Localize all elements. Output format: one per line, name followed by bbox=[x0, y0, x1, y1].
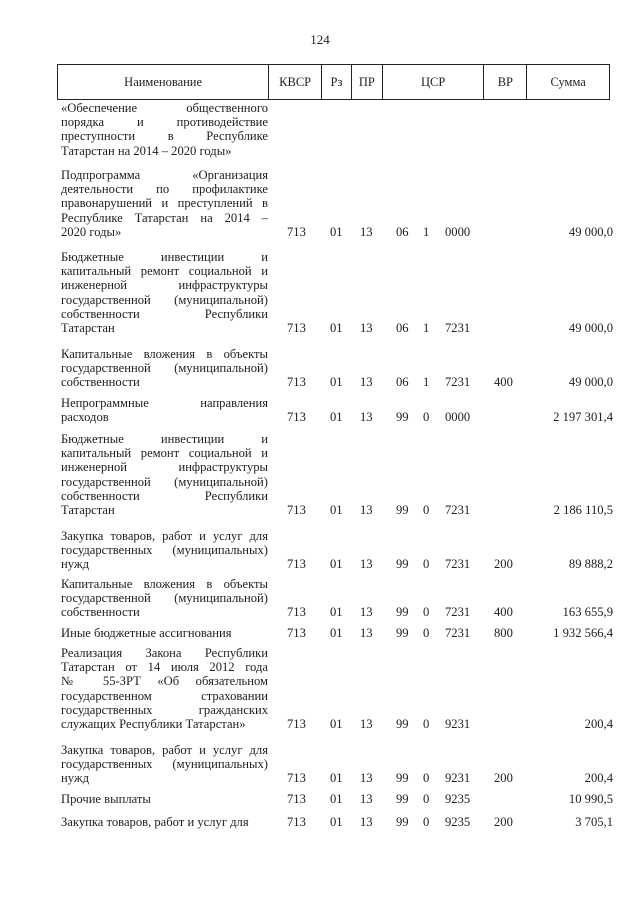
cell-sum: 49 000,0 bbox=[568, 224, 613, 239]
cell-rz: 01 bbox=[330, 791, 343, 806]
row-name-line: государственной (муниципальной) bbox=[61, 292, 268, 307]
cell-csr1: 99 bbox=[396, 771, 409, 786]
row-name-line: Непрограммные направления bbox=[61, 396, 268, 410]
row-name-line: расходов bbox=[61, 410, 109, 425]
cell-csr3: 9235 bbox=[445, 791, 471, 806]
cell-csr1: 99 bbox=[396, 410, 409, 425]
cell-rz: 01 bbox=[330, 771, 343, 786]
cell-csr1: 06 bbox=[396, 375, 409, 390]
cell-kvsr: 713 bbox=[287, 557, 306, 572]
header-vr: ВР bbox=[484, 65, 527, 99]
cell-csr1: 99 bbox=[396, 791, 409, 806]
cell-rz: 01 bbox=[330, 224, 343, 239]
row-name-line: государственном страховании bbox=[61, 688, 268, 703]
cell-csr1: 06 bbox=[396, 224, 409, 239]
cell-sum: 49 000,0 bbox=[568, 375, 613, 390]
cell-sum: 200,4 bbox=[584, 771, 613, 786]
row-name bbox=[61, 432, 268, 517]
row-name bbox=[61, 626, 268, 640]
header-pr: ПР bbox=[352, 65, 383, 99]
cell-csr3: 7231 bbox=[445, 375, 471, 390]
row-name bbox=[61, 577, 268, 620]
cell-csr1: 99 bbox=[396, 557, 409, 572]
table-row bbox=[57, 792, 617, 806]
cell-csr3: 0000 bbox=[445, 410, 471, 425]
row-name-line: деятельности по профилактике bbox=[61, 182, 268, 197]
row-name-line: № 55-ЗРТ «Об обязательном bbox=[61, 674, 268, 689]
cell-csr2: 0 bbox=[423, 625, 430, 640]
cell-csr2: 1 bbox=[423, 375, 430, 390]
table-row bbox=[57, 347, 617, 390]
table-row bbox=[57, 815, 617, 829]
cell-vr: 200 bbox=[494, 814, 513, 829]
cell-vr: 800 bbox=[494, 625, 513, 640]
cell-csr2: 0 bbox=[423, 814, 430, 829]
cell-csr3: 9231 bbox=[445, 771, 471, 786]
row-name-line: Прочие выплаты bbox=[61, 792, 151, 806]
row-name-line: Капитальные вложения в объекты bbox=[61, 347, 268, 361]
cell-kvsr: 713 bbox=[287, 320, 306, 335]
cell-sum: 3 705,1 bbox=[575, 814, 613, 829]
row-name-line: «Обеспечение общественного bbox=[61, 101, 268, 115]
cell-pr: 13 bbox=[360, 625, 373, 640]
cell-pr: 13 bbox=[360, 557, 373, 572]
row-name-line: преступности в Республике bbox=[61, 129, 268, 144]
row-name bbox=[61, 529, 268, 572]
cell-csr1: 99 bbox=[396, 502, 409, 517]
cell-rz: 01 bbox=[330, 502, 343, 517]
cell-kvsr: 713 bbox=[287, 375, 306, 390]
row-name-line: капитальный ремонт социальной и bbox=[61, 264, 268, 279]
cell-kvsr: 713 bbox=[287, 814, 306, 829]
cell-pr: 13 bbox=[360, 771, 373, 786]
row-name-line: собственности bbox=[61, 605, 140, 620]
row-name-line: капитальный ремонт социальной и bbox=[61, 446, 268, 461]
row-name-line: государственной (муниципальной) bbox=[61, 361, 268, 376]
row-name bbox=[61, 250, 268, 335]
table-row bbox=[57, 432, 617, 517]
cell-kvsr: 713 bbox=[287, 625, 306, 640]
cell-sum: 49 000,0 bbox=[568, 320, 613, 335]
table-row bbox=[57, 250, 617, 335]
row-name-line: государственных (муниципальных) bbox=[61, 543, 268, 558]
row-name-line: правонарушений и преступлений в bbox=[61, 196, 268, 211]
row-name bbox=[61, 101, 268, 158]
cell-csr1: 99 bbox=[396, 605, 409, 620]
cell-csr1: 99 bbox=[396, 814, 409, 829]
row-name-line: Иные бюджетные ассигнования bbox=[61, 626, 232, 640]
cell-csr2: 1 bbox=[423, 224, 430, 239]
row-name-line: Бюджетные инвестиции и bbox=[61, 432, 268, 446]
cell-rz: 01 bbox=[330, 410, 343, 425]
cell-csr2: 0 bbox=[423, 502, 430, 517]
row-name-line: Реализация Закона Республики bbox=[61, 646, 268, 660]
cell-sum: 10 990,5 bbox=[568, 791, 613, 806]
row-name bbox=[61, 815, 268, 829]
cell-rz: 01 bbox=[330, 320, 343, 335]
cell-csr1: 06 bbox=[396, 320, 409, 335]
cell-pr: 13 bbox=[360, 791, 373, 806]
row-name-line: нужд bbox=[61, 557, 89, 572]
row-name bbox=[61, 396, 268, 424]
cell-vr: 400 bbox=[494, 375, 513, 390]
cell-kvsr: 713 bbox=[287, 605, 306, 620]
cell-sum: 163 655,9 bbox=[562, 605, 613, 620]
row-name-line: 2020 годы» bbox=[61, 224, 122, 239]
cell-rz: 01 bbox=[330, 605, 343, 620]
cell-kvsr: 713 bbox=[287, 502, 306, 517]
cell-rz: 01 bbox=[330, 625, 343, 640]
row-name-line: государственной (муниципальной) bbox=[61, 474, 268, 489]
row-name-line: Татарстан bbox=[61, 321, 115, 336]
header-csr: ЦСР bbox=[383, 65, 485, 99]
cell-csr3: 7231 bbox=[445, 557, 471, 572]
cell-csr3: 7231 bbox=[445, 605, 471, 620]
cell-csr1: 99 bbox=[396, 625, 409, 640]
header-name: Наименование bbox=[58, 65, 269, 99]
cell-csr3: 0000 bbox=[445, 224, 471, 239]
row-name bbox=[61, 743, 268, 786]
row-name bbox=[61, 646, 268, 731]
row-name-line: государственной (муниципальной) bbox=[61, 591, 268, 606]
row-name-line: Закупка товаров, работ и услуг для bbox=[61, 529, 268, 543]
table-row bbox=[57, 577, 617, 620]
cell-csr3: 9235 bbox=[445, 814, 471, 829]
cell-rz: 01 bbox=[330, 557, 343, 572]
cell-vr: 200 bbox=[494, 557, 513, 572]
cell-csr3: 9231 bbox=[445, 716, 471, 731]
row-name-line: собственности bbox=[61, 375, 140, 390]
cell-pr: 13 bbox=[360, 320, 373, 335]
table-row bbox=[57, 626, 617, 640]
cell-pr: 13 bbox=[360, 605, 373, 620]
cell-kvsr: 713 bbox=[287, 716, 306, 731]
cell-pr: 13 bbox=[360, 814, 373, 829]
cell-csr3: 7231 bbox=[445, 625, 471, 640]
cell-csr2: 0 bbox=[423, 716, 430, 731]
row-name-line: инженерной инфраструктуры bbox=[61, 460, 268, 475]
cell-kvsr: 713 bbox=[287, 224, 306, 239]
cell-vr: 400 bbox=[494, 605, 513, 620]
row-name-line: государственных (муниципальных) bbox=[61, 757, 268, 772]
row-name-line: порядка и противодействие bbox=[61, 115, 268, 130]
page-number: 124 bbox=[310, 32, 330, 47]
table-row bbox=[57, 396, 617, 424]
cell-pr: 13 bbox=[360, 375, 373, 390]
cell-sum: 2 197 301,4 bbox=[553, 410, 613, 425]
cell-rz: 01 bbox=[330, 716, 343, 731]
table-row bbox=[57, 101, 617, 158]
cell-pr: 13 bbox=[360, 502, 373, 517]
table-row bbox=[57, 743, 617, 786]
row-name-line: Капитальные вложения в объекты bbox=[61, 577, 268, 591]
cell-csr2: 0 bbox=[423, 771, 430, 786]
row-name-line: нужд bbox=[61, 771, 89, 786]
cell-pr: 13 bbox=[360, 716, 373, 731]
cell-csr2: 0 bbox=[423, 605, 430, 620]
cell-sum: 89 888,2 bbox=[568, 557, 613, 572]
cell-pr: 13 bbox=[360, 224, 373, 239]
cell-sum: 1 932 566,4 bbox=[553, 625, 613, 640]
cell-kvsr: 713 bbox=[287, 410, 306, 425]
row-name-line: государственных гражданских bbox=[61, 702, 268, 717]
row-name-line: Бюджетные инвестиции и bbox=[61, 250, 268, 264]
cell-csr2: 0 bbox=[423, 791, 430, 806]
row-name-line: Закупка товаров, работ и услуг для bbox=[61, 743, 268, 757]
table-row bbox=[57, 529, 617, 572]
cell-csr3: 7231 bbox=[445, 502, 471, 517]
cell-pr: 13 bbox=[360, 410, 373, 425]
row-name-line: служащих Республики Татарстан» bbox=[61, 717, 246, 732]
row-name-line: Подпрограмма «Организация bbox=[61, 168, 268, 182]
row-name bbox=[61, 168, 268, 239]
cell-vr: 200 bbox=[494, 771, 513, 786]
row-name bbox=[61, 347, 268, 390]
row-name-line: собственности Республики bbox=[61, 488, 268, 503]
header-sum: Сумма bbox=[550, 74, 586, 89]
cell-kvsr: 713 bbox=[287, 791, 306, 806]
cell-csr2: 0 bbox=[423, 557, 430, 572]
header-rz: Рз bbox=[322, 65, 352, 99]
cell-sum: 200,4 bbox=[584, 716, 613, 731]
cell-rz: 01 bbox=[330, 375, 343, 390]
row-name-line: собственности Республики bbox=[61, 306, 268, 321]
row-name-line: Татарстан от 14 июля 2012 года bbox=[61, 660, 268, 675]
header-kvsr: КВСР bbox=[269, 65, 322, 99]
cell-csr2: 1 bbox=[423, 320, 430, 335]
cell-sum: 2 186 110,5 bbox=[553, 502, 613, 517]
cell-csr2: 0 bbox=[423, 410, 430, 425]
table-row bbox=[57, 168, 617, 239]
row-name bbox=[61, 792, 268, 806]
table-header bbox=[57, 64, 610, 100]
cell-kvsr: 713 bbox=[287, 771, 306, 786]
row-name-line: инженерной инфраструктуры bbox=[61, 278, 268, 293]
cell-csr3: 7231 bbox=[445, 320, 471, 335]
row-name-line: Татарстан bbox=[61, 503, 115, 518]
cell-rz: 01 bbox=[330, 814, 343, 829]
row-name-line: Татарстан на 2014 – 2020 годы» bbox=[61, 143, 232, 158]
table-row bbox=[57, 646, 617, 731]
row-name-line: Республике Татарстан на 2014 – bbox=[61, 210, 268, 225]
cell-csr1: 99 bbox=[396, 716, 409, 731]
row-name-line: Закупка товаров, работ и услуг для bbox=[61, 815, 249, 829]
